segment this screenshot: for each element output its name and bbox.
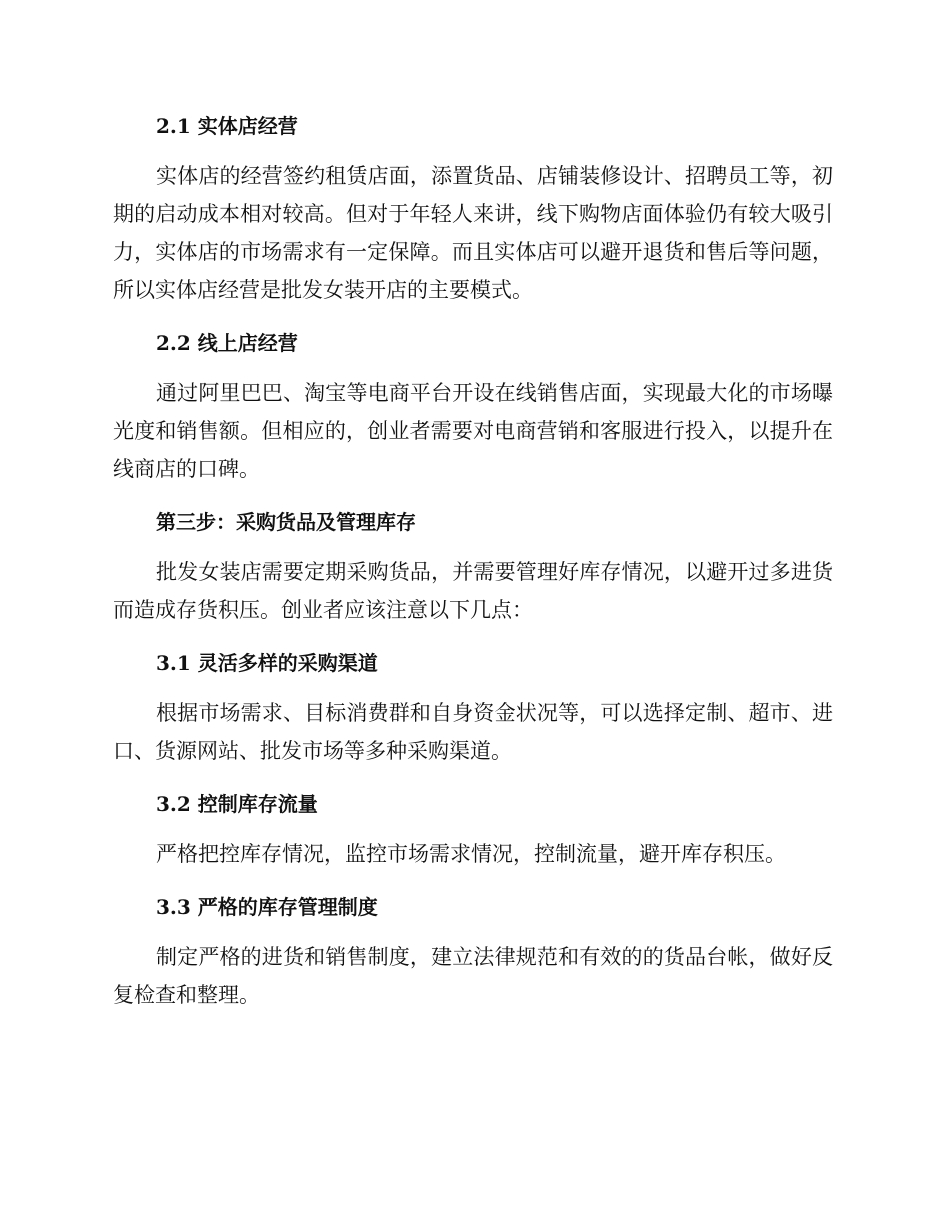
section-heading-2-2: 2.2 线上店经营 [156, 331, 298, 355]
section-heading-3-2: 3.2 控制库存流量 [156, 792, 318, 816]
section-paragraph-3-1: 根据市场需求、目标消费群和自身资金状况等，可以选择定制、超市、进口、货源网站、批发市场等多种采购渠道。 [113, 701, 833, 763]
section-paragraph-3-2: 严格把控库存情况，监控市场需求情况，控制流量，避开库存积压。 [156, 842, 786, 866]
section-paragraph-2-1: 实体店的经营签约租赁店面，添置货品、店铺装修设计、招聘员工等，初期的启动成本相对较高。但对于年轻人来讲，线下购物店面体验仍有较大吸引力，实体店的市场需求有一定保障。而且实体店可以避开退货和售后等问题，所以实体店经营是批发女装开店的主要模式。 [113, 164, 833, 302]
section-heading-3-1: 3.1 灵活多样的采购渠道 [156, 651, 378, 675]
section-paragraph-2-2: 通过阿里巴巴、淘宝等电商平台开设在线销售店面，实现最大化的市场曝光度和销售额。但相应的，创业者需要对电商营销和客服进行投入，以提升在线商店的口碑。 [113, 381, 833, 481]
section-paragraph-3-3: 制定严格的进货和销售制度，建立法律规范和有效的的货品台帐，做好反复检查和整理。 [113, 945, 833, 1007]
section-heading-step-3: 第三步：采购货品及管理库存 [156, 510, 416, 534]
section-heading-2-1: 2.1 实体店经营 [156, 114, 298, 138]
section-paragraph-step-3: 批发女装店需要定期采购货品，并需要管理好库存情况，以避开过多进货而造成存货积压。创业者应该注意以下几点： [113, 560, 833, 622]
section-heading-3-3: 3.3 严格的库存管理制度 [156, 895, 378, 919]
document-body [113, 110, 833, 1014]
